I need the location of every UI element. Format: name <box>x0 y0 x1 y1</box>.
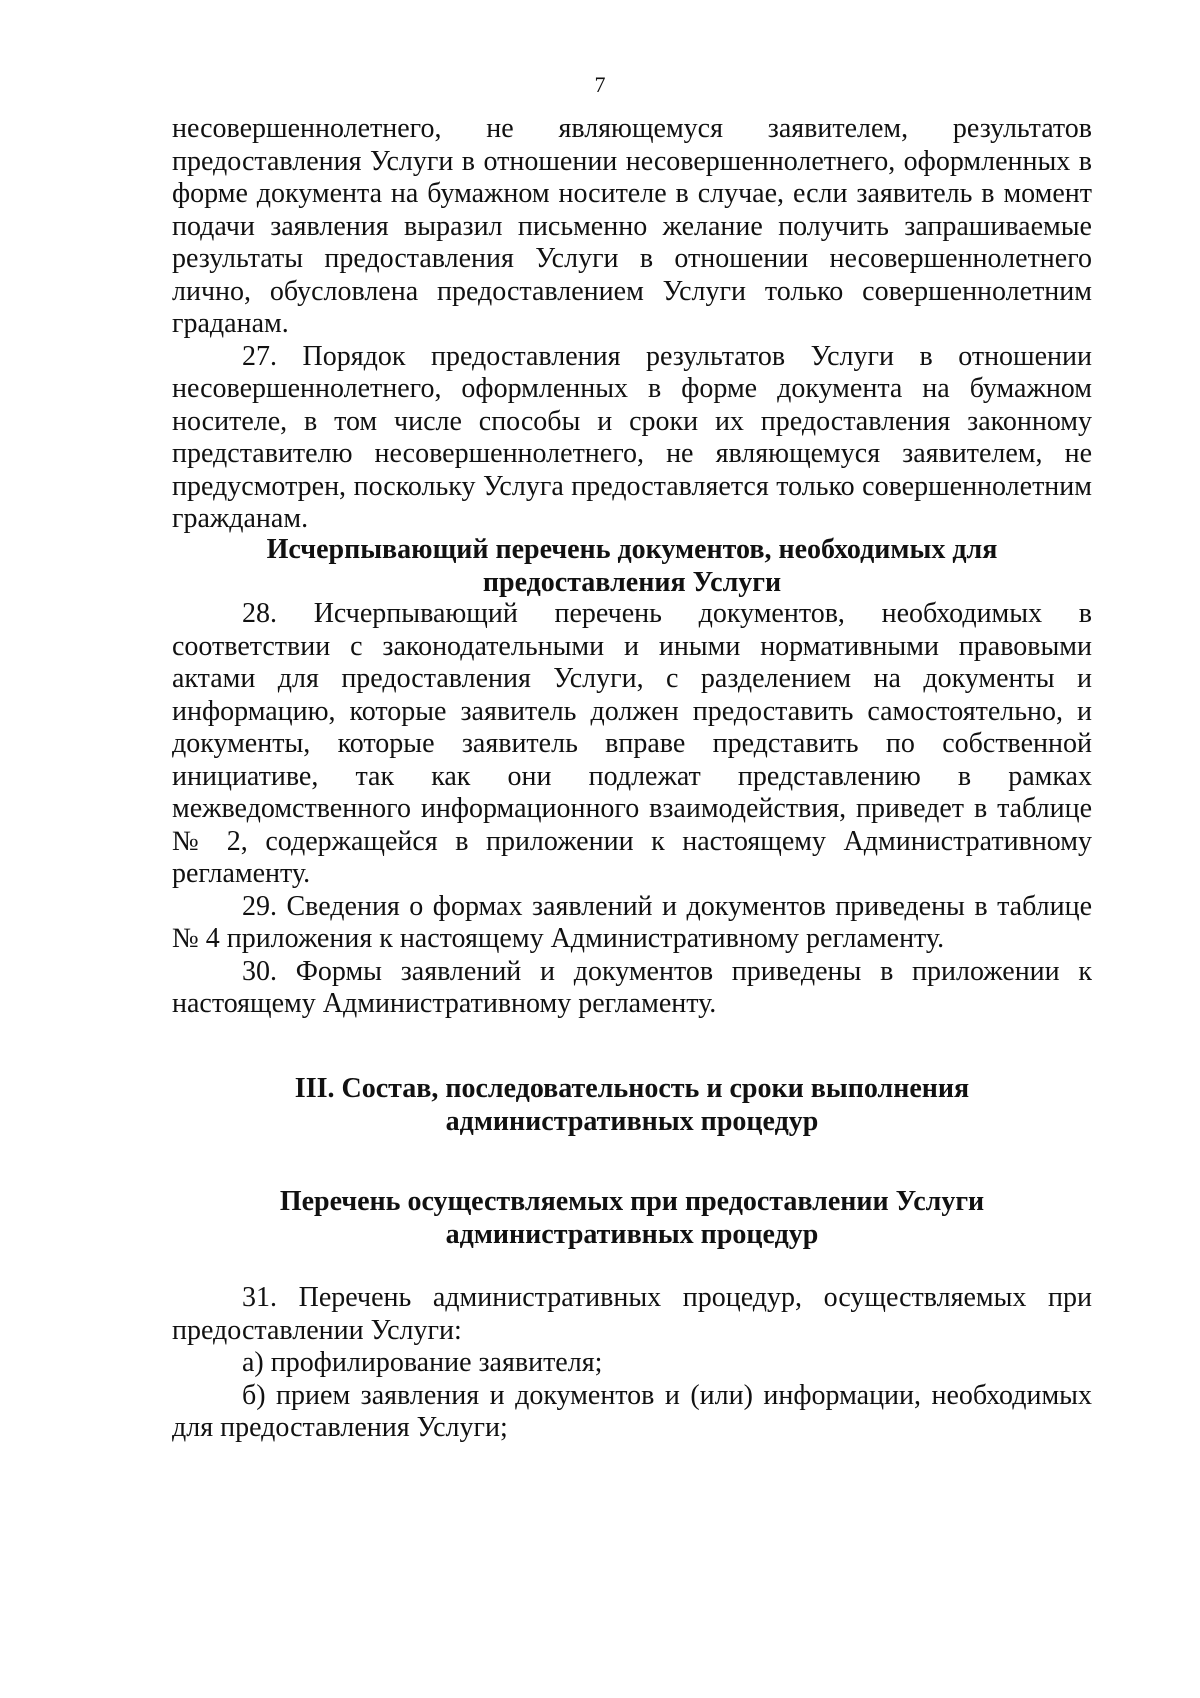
heading-line: Исчерпывающий перечень документов, необходимых для <box>266 534 998 565</box>
section-heading-procedures-list <box>172 1186 1092 1251</box>
paragraph-continuation: несовершеннолетнего, не являющемуся заявителем, результатов предоставления Услуги в отношении несовершеннолетнего, оформленных в форме документа на бумажном носителе в случае, если заявитель в момент подачи заявления выразил письменно желание получить запрашиваемые результаты предоставления Услуги в отношении несовершеннолетнего лично, обусловлена предоставлением Услуги только совершеннолетним граданам. <box>172 113 1092 339</box>
paragraph-29: 29. Сведения о формах заявлений и документов приведены в таблице № 4 приложения к настоящему Административному регламенту. <box>172 890 1092 954</box>
list-item-a: а) профилирование заявителя; <box>242 1347 603 1378</box>
heading-line: Перечень осуществляемых при предоставлении Услуги <box>279 1186 985 1217</box>
chapter-heading-iii <box>172 1073 1092 1138</box>
heading-line: предоставления Услуги <box>482 566 782 598</box>
text-block-1 <box>172 113 1092 536</box>
paragraph-31: 31. Перечень административных процедур, осуществляемых при предоставлении Услуги: <box>172 1282 1092 1346</box>
heading-line: административных процедур <box>445 1105 819 1137</box>
section-heading-documents-list <box>172 534 1092 599</box>
page-number: 7 <box>594 72 606 97</box>
paragraph-28: 28. Исчерпывающий перечень документов, необходимых в соответствии с законодательными и иными нормативными правовыми актами для предоставления Услуги, с разделением на документы и информацию, которые заявитель должен предоставить самостоятельно, и документы, которые заявитель вправе представить по собственной инициативе, так как они подлежат представлению в рамках межведомственного информационного взаимодействия, приведет в таблице № 2, содержащейся в приложении к настоящему Административному регламенту. <box>172 598 1092 889</box>
heading-line: административных процедур <box>445 1218 819 1250</box>
paragraph-27: 27. Порядок предоставления результатов Услуги в отношении несовершеннолетнего, оформленных в форме документа на бумажном носителе, в том числе способы и сроки их предоставления законному представителю несовершеннолетнего, не являющемуся заявителем, не предусмотрен, поскольку Услуга предоставляется только совершеннолетним гражданам. <box>172 340 1092 534</box>
text-block-3 <box>172 1282 1092 1445</box>
list-item-b: б) прием заявления и документов и (или) информации, необходимых для предоставления Услуги; <box>172 1379 1092 1443</box>
paragraph-30: 30. Формы заявлений и документов приведены в приложении к настоящему Административному регламенту. <box>172 955 1092 1019</box>
heading-line: III. Состав, последовательность и сроки выполнения <box>294 1073 970 1104</box>
text-block-2 <box>172 598 1092 1021</box>
